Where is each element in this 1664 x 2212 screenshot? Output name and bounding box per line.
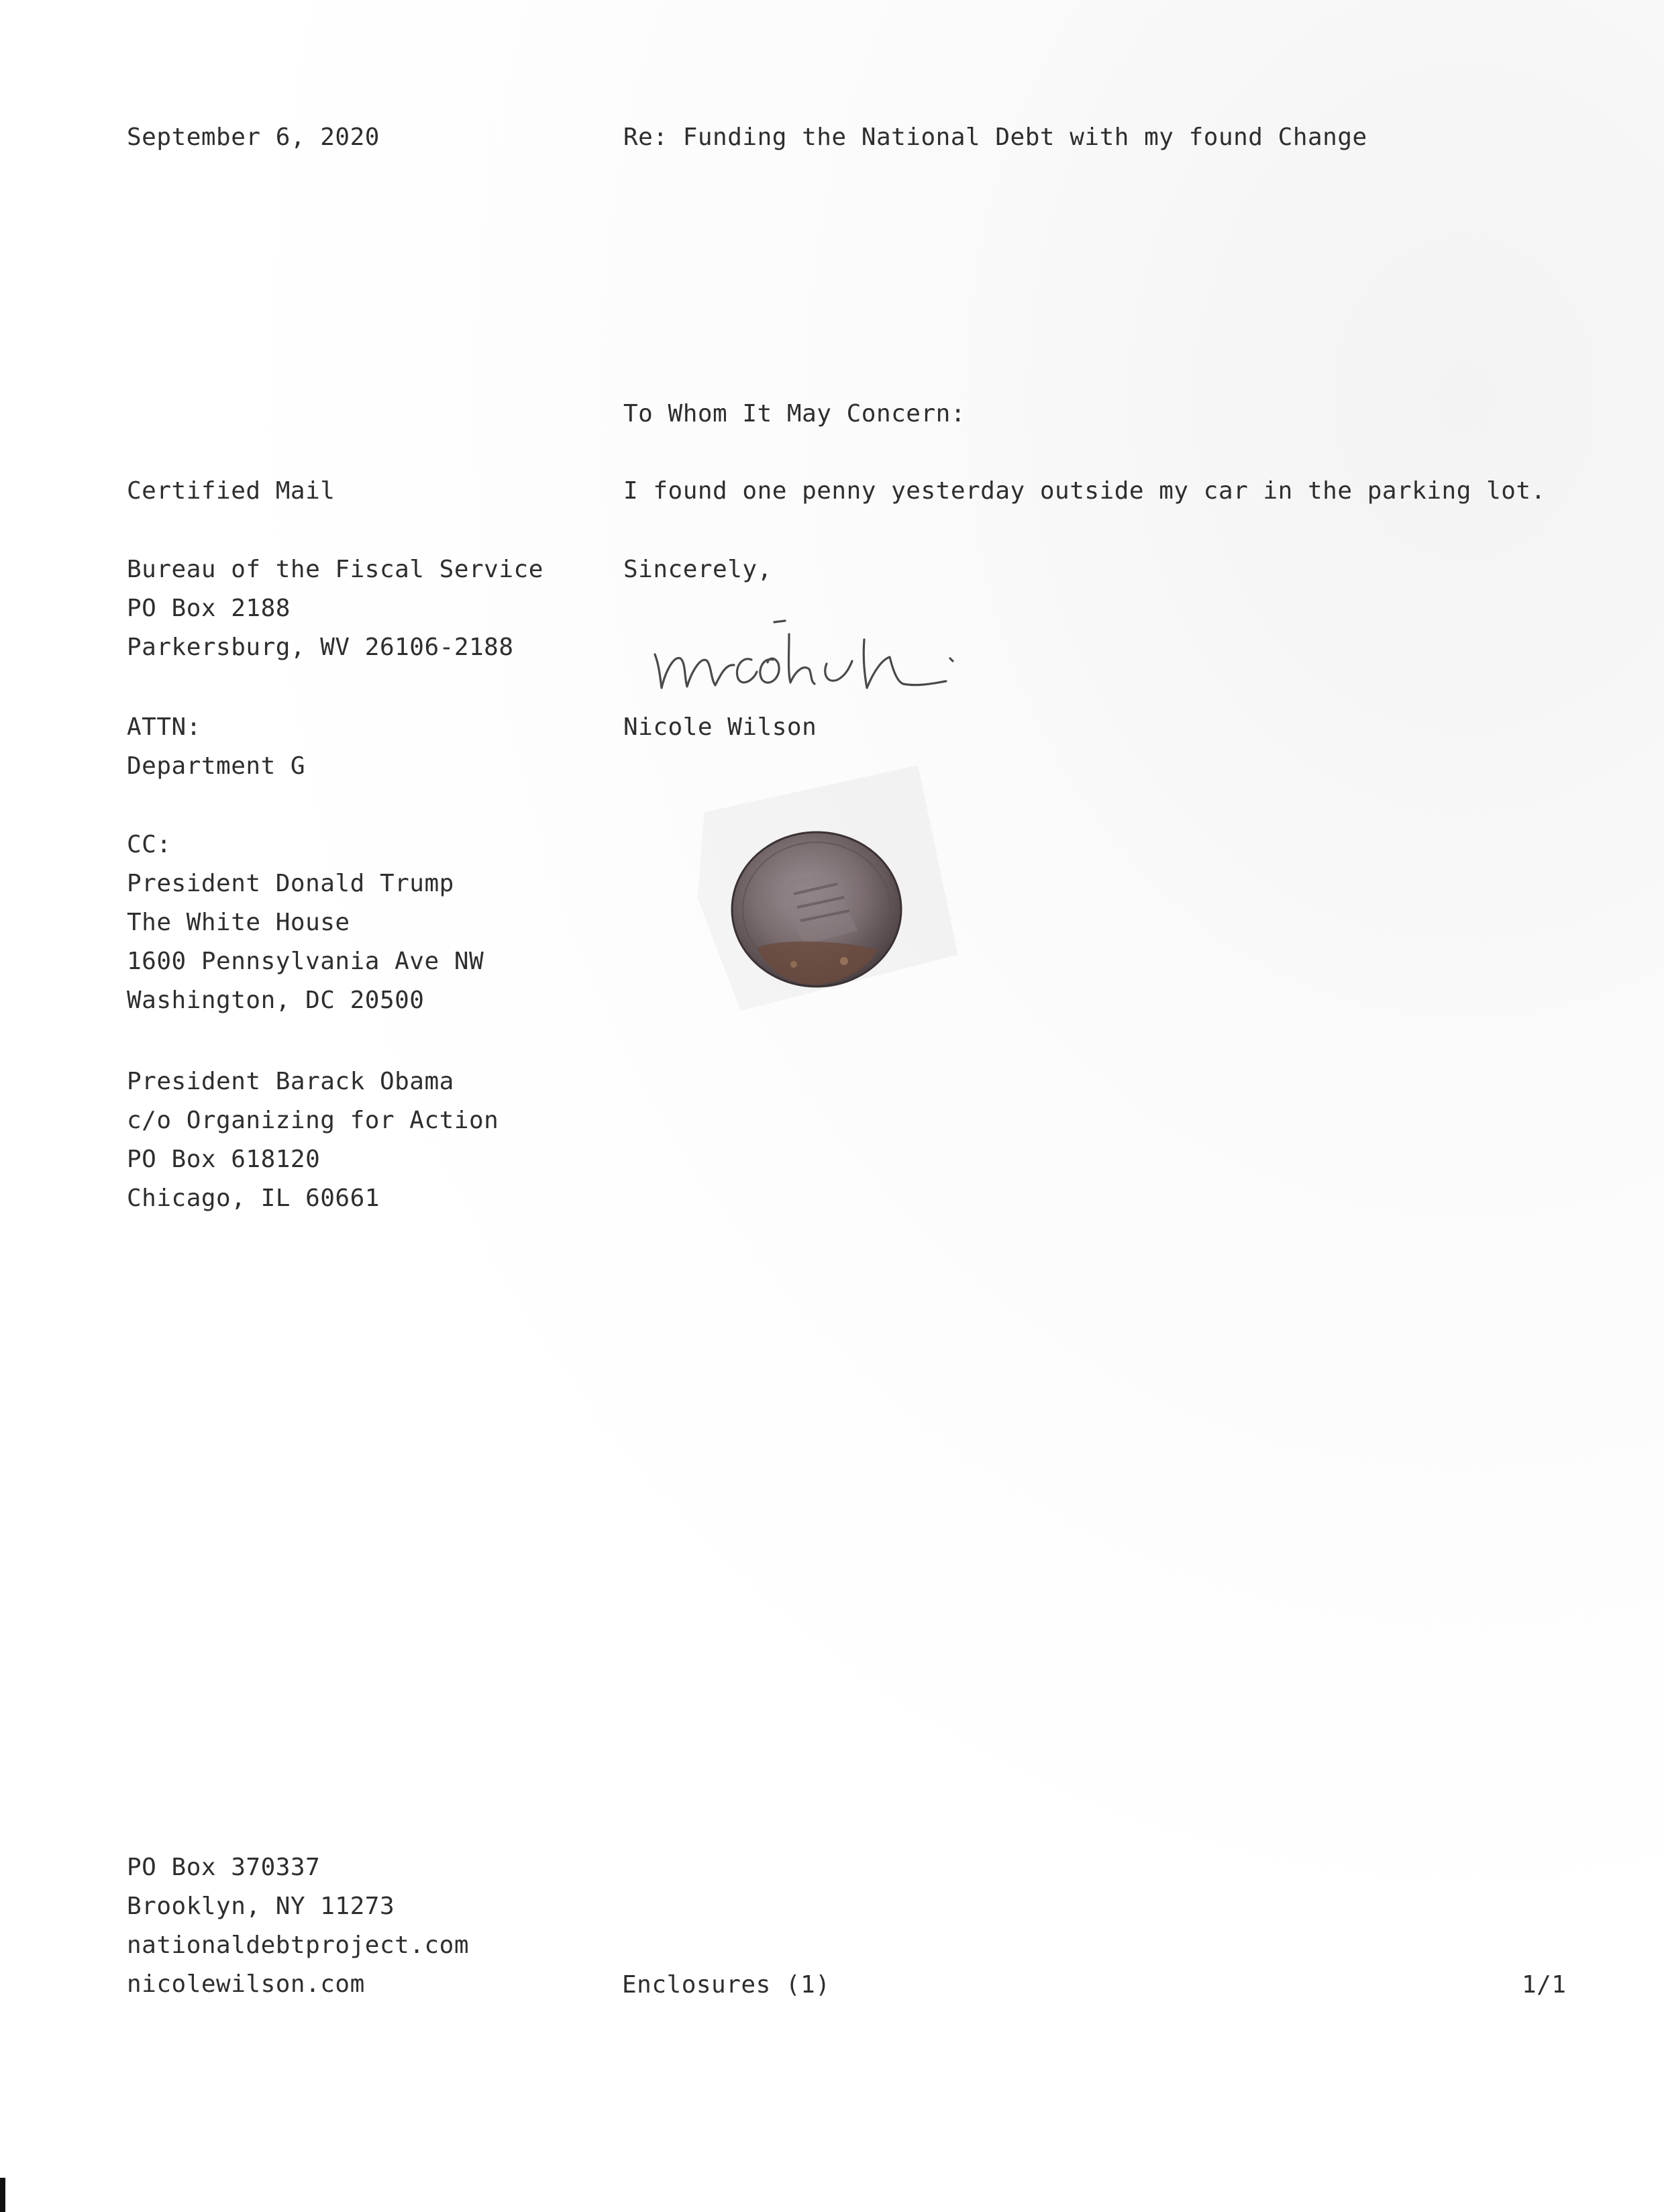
letter-date: September 6, 2020 — [127, 123, 380, 151]
cc-block-2 — [127, 1062, 499, 1218]
recipient-line: Bureau of the Fiscal Service — [127, 556, 543, 583]
penny-coin-icon — [730, 830, 903, 989]
salutation: To Whom It May Concern: — [623, 400, 966, 428]
sender-website: nicolewilson.com — [127, 1970, 365, 1998]
recipient-line: PO Box 2188 — [127, 595, 291, 622]
signer-name: Nicole Wilson — [623, 713, 817, 741]
cc-line: Chicago, IL 60661 — [127, 1185, 380, 1212]
cc-block-1 — [127, 825, 484, 1020]
letter-subject: Re: Funding the National Debt with my found Change — [623, 123, 1367, 151]
cc-line: c/o Organizing for Action — [127, 1107, 499, 1134]
delivery-method: Certified Mail — [127, 477, 335, 505]
attn-label: ATTN: — [127, 713, 201, 741]
cc-line: The White House — [127, 909, 350, 936]
handwritten-signature-icon — [651, 607, 986, 708]
cc-line: President Barack Obama — [127, 1068, 454, 1095]
page-number: 1/1 — [1522, 1971, 1567, 1999]
sender-address — [127, 1848, 469, 2004]
attn-value: Department G — [127, 752, 306, 780]
closing: Sincerely, — [623, 556, 772, 583]
letter-body: I found one penny yesterday outside my car in the parking lot. — [623, 477, 1546, 505]
cc-line: PO Box 618120 — [127, 1146, 321, 1173]
cc-line: Washington, DC 20500 — [127, 987, 425, 1014]
enclosures-note: Enclosures (1) — [622, 1971, 831, 1999]
attention — [127, 708, 305, 786]
recipient-address — [127, 550, 543, 667]
sender-website: nationaldebtproject.com — [127, 1931, 469, 1959]
recipient-line: Parkersburg, WV 26106-2188 — [127, 634, 514, 661]
sender-line: Brooklyn, NY 11273 — [127, 1893, 395, 1920]
scan-edge-mark — [0, 2178, 5, 2212]
sender-line: PO Box 370337 — [127, 1854, 321, 1881]
cc-line: 1600 Pennsylvania Ave NW — [127, 948, 484, 975]
cc-line: President Donald Trump — [127, 870, 454, 897]
cc-label: CC: — [127, 831, 172, 858]
